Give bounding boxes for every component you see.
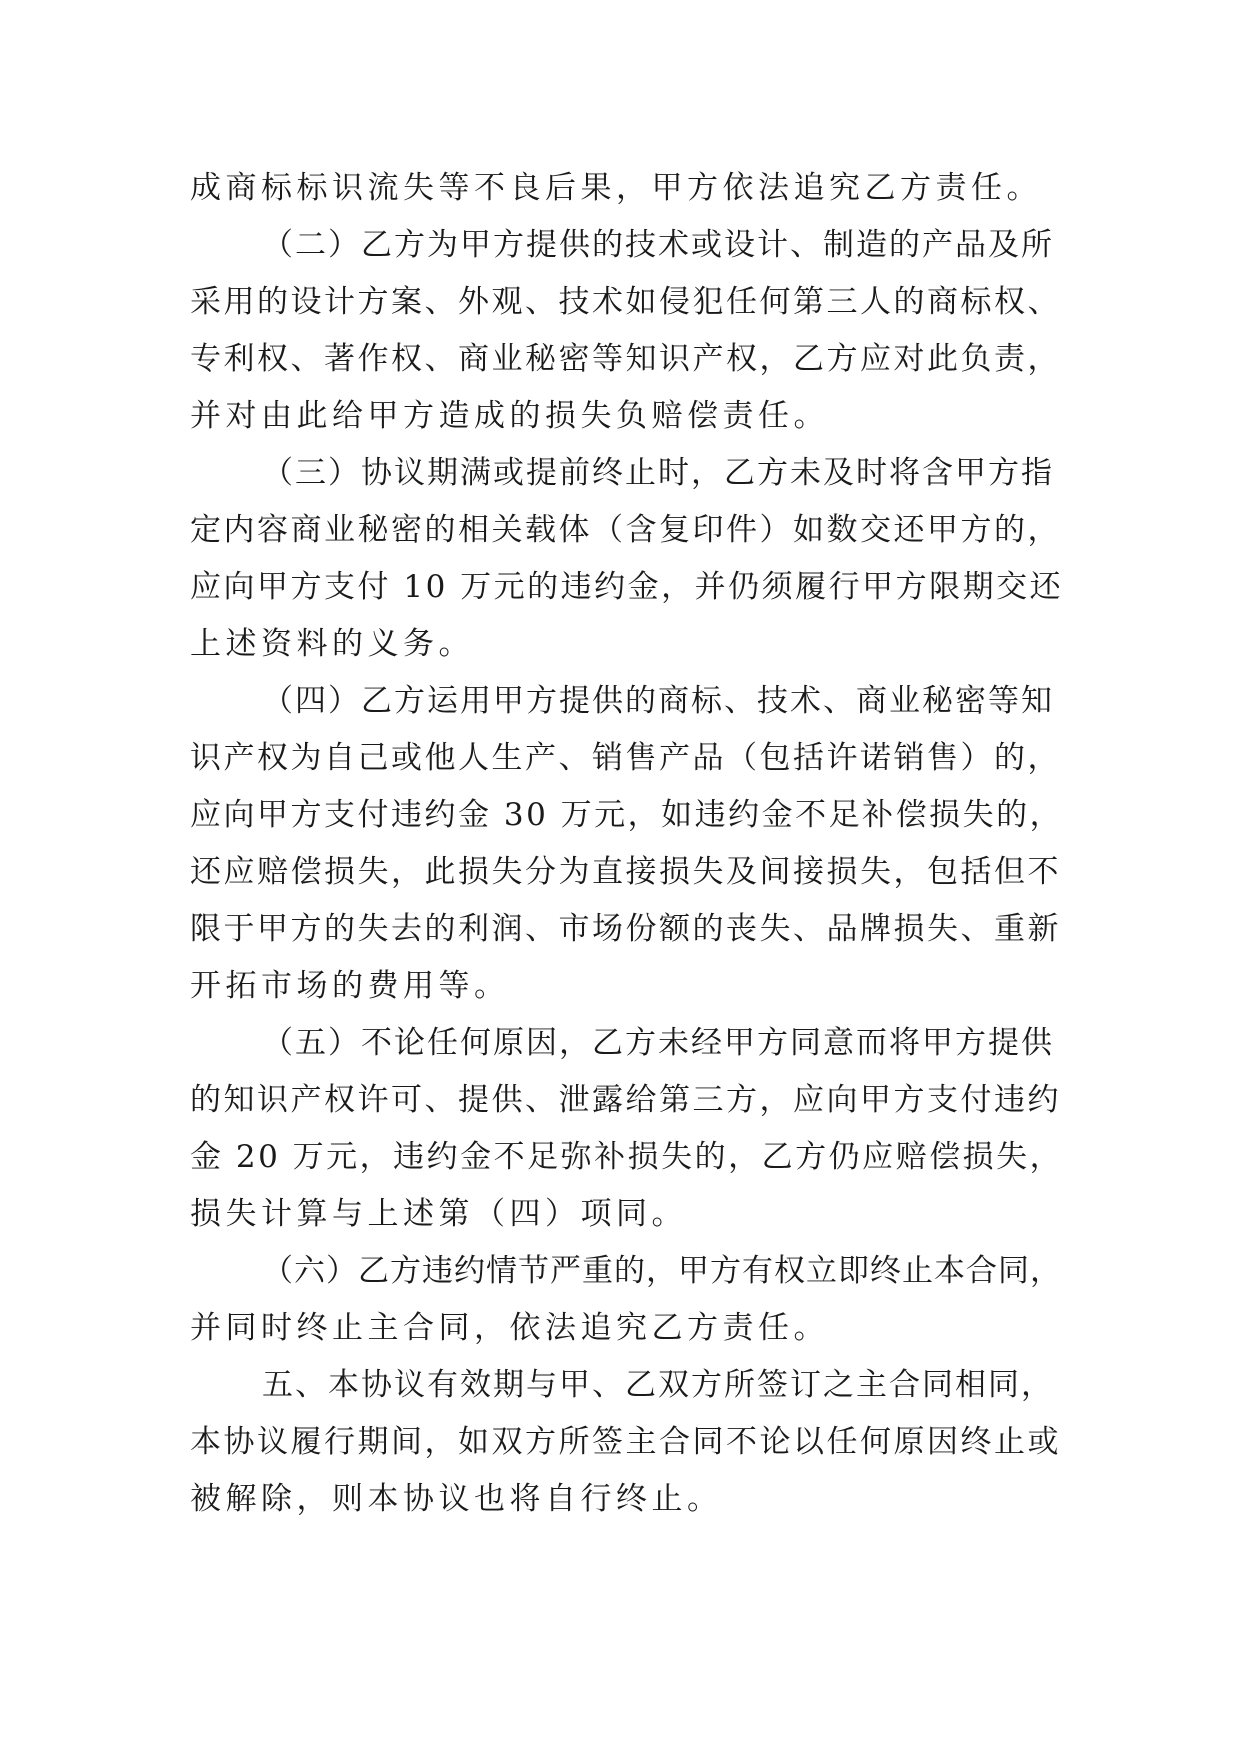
text-line: 定内容商业秘密的相关载体（含复印件）如数交还甲方的， [190,512,1061,548]
text-line: 上述资料的义务。 [190,626,474,662]
text-line: 并同时终止主合同，依法追究乙方责任。 [190,1310,829,1346]
text-line: 的知识产权许可、提供、泄露给第三方，应向甲方支付违约 [190,1082,1061,1118]
text-line: （五）不论任何原因，乙方未经甲方同意而将甲方提供 [262,1025,1054,1061]
text-line: 应向甲方支付 10 万元的违约金，并仍须履行甲方限期交还 [190,569,1064,605]
text-line: 金 20 万元，违约金不足弥补损失的，乙方仍应赔偿损失， [190,1139,1064,1175]
text-line: 损失计算与上述第（四）项同。 [190,1196,687,1232]
text-line: 五、本协议有效期与甲、乙双方所签订之主合同相同， [262,1367,1054,1403]
text-line: （三）协议期满或提前终止时，乙方未及时将含甲方指 [262,455,1054,491]
text-line: 专利权、著作权、商业秘密等知识产权，乙方应对此负责， [190,341,1061,377]
text-line: 被解除，则本协议也将自行终止。 [190,1481,723,1517]
text-line: 成商标标识流失等不良后果，甲方依法追究乙方责任。 [190,170,1042,206]
text-line: 应向甲方支付违约金 30 万元，如违约金不足补偿损失的， [190,797,1064,833]
text-line: 识产权为自己或他人生产、销售产品（包括许诺销售）的， [190,740,1061,776]
text-line: 并对由此给甲方造成的损失负赔偿责任。 [190,398,829,434]
text-line: （四）乙方运用甲方提供的商标、技术、商业秘密等知 [262,683,1054,719]
text-line: （六）乙方违约情节严重的，甲方有权立即终止本合同， [262,1253,1062,1289]
text-line: 还应赔偿损失，此损失分为直接损失及间接损失，包括但不 [190,854,1061,890]
text-line: 限于甲方的失去的利润、市场份额的丧失、品牌损失、重新 [190,911,1061,947]
text-line: 开拓市场的费用等。 [190,968,510,1004]
text-line: 采用的设计方案、外观、技术如侵犯任何第三人的商标权、 [190,284,1061,320]
text-line: （二）乙方为甲方提供的技术或设计、制造的产品及所 [262,227,1054,263]
text-line: 本协议履行期间，如双方所签主合同不论以任何原因终止或 [190,1424,1061,1460]
